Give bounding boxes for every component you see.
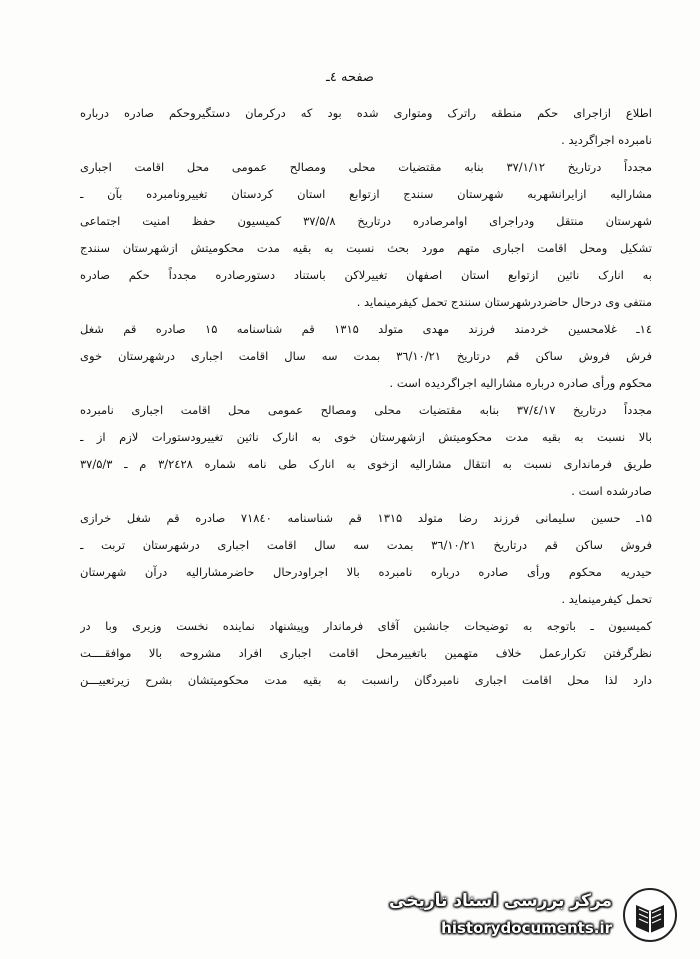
text-line: صادرشده است . [571,484,652,498]
text-line: نظرگرفتن تکرارعمل خلاف متهمین باتغییرمحل اقامت اجباری افراد مشروحه بالا موافقــــت [80,646,652,660]
text-line: حیدریه محکوم ورأی صادره درباره نامبرده بالا اجراودرحال حاضرمشارالیه درآن شهرستان [80,565,652,579]
text-line: منتفی وی درحال حاضردرشهرستان سنندج تحمل کیفرمینماید . [356,295,652,309]
text-line: مجدداً درتاریخ ۳۷/٤/۱۷ بنابه مقتضیات محلی ومصالح عمومی محل اقامت اجباری نامبرده [80,403,652,417]
text-line: تحمل کیفرمینماید . [561,592,652,606]
watermark-url: historydocuments.ir [441,919,612,937]
text-line: تشکیل ومحل اقامت اجباری متهم مورد بحث نسبت به بقیه مدت محکومیتش ازشهرستان سنندج [80,241,652,255]
text-line: فروش ساکن قم درتاریخ ۳٦/۱۰/۲۱ بمدت سه سال اقامت اجباری درشهرستان تربت ـ [80,538,652,552]
text-line: دارد لذا محل اقامت اجباری نامبردگان رانسبت به بقیه مدت محکومیتشان بشرح زیرتعییـــن [80,673,652,687]
text-line: اطلاع ازاجرای حکم منطقه راترک ومتواری شده بود که درکرمان دستگیروحکم صادره درباره [80,106,652,120]
watermark-title: مرکز بررسی اسناد تاریخی [389,891,612,911]
text-line: طریق فرمانداری نسبت به انتقال مشارالیه ازخوی به انارک طی نامه شماره ۳/۲٤۲۸ م ـ ۳۷/۵/۳ [80,457,652,471]
text-line: فرش فروش ساکن قم درتاریخ ۳٦/۱۰/۲۱ بمدت سه سال اقامت اجباری درشهرستان خوی [80,349,652,363]
text-line: مجدداً درتاریخ ۳۷/۱/۱۲ بنابه مقتضیات محلی ومصالح عمومی محل اقامت اجباری [80,160,652,174]
text-line: ۱۵ـ حسین سلیمانی فرزند رضا متولد ۱۳۱۵ قم شناسنامه ۷۱۸٤۰ صادره قم شغل خرازی [80,511,652,525]
document-body [80,100,652,694]
book-logo-icon [622,887,678,943]
text-line: نامبرده اجراگردید . [561,133,652,147]
text-line: به انارک ناثین ازتوابع استان اصفهان تغییرلاکن باستناد دستورصادره مجدداً حکم صادره [80,268,652,282]
text-line: ۱٤ـ غلامحسین خردمند فرزند مهدی متولد ۱۳۱۵ قم شناسنامه ۱۵ صادره قم شغل [80,322,652,336]
text-line: مشارالیه ازایرانشهربه شهرستان سنندج ازتوابع استان کردستان تغییرونامبرده بآن ـ [80,187,652,201]
text-line: بالا نسبت به بقیه مدت محکومیتش ازشهرستان خوی به انارک ناثین تغییرودستورات لازم از ـ [80,430,652,444]
page-number: صفحه ٤ـ [326,70,374,85]
text-line: محکوم ورأی صادره درباره مشارالیه اجراگردیده است . [389,376,652,390]
text-line: شهرستان منتقل ودراجرای اوامرصادره درتاریخ ۳۷/۵/۸ کمیسیون حفظ امنیت اجتماعی [80,214,652,228]
watermark [389,887,678,945]
text-line: کمیسیون ـ باتوجه به توضیحات جانشین آقای فرماندار وپیشنهاد نماینده نخست وزیری وبا در [80,619,652,633]
